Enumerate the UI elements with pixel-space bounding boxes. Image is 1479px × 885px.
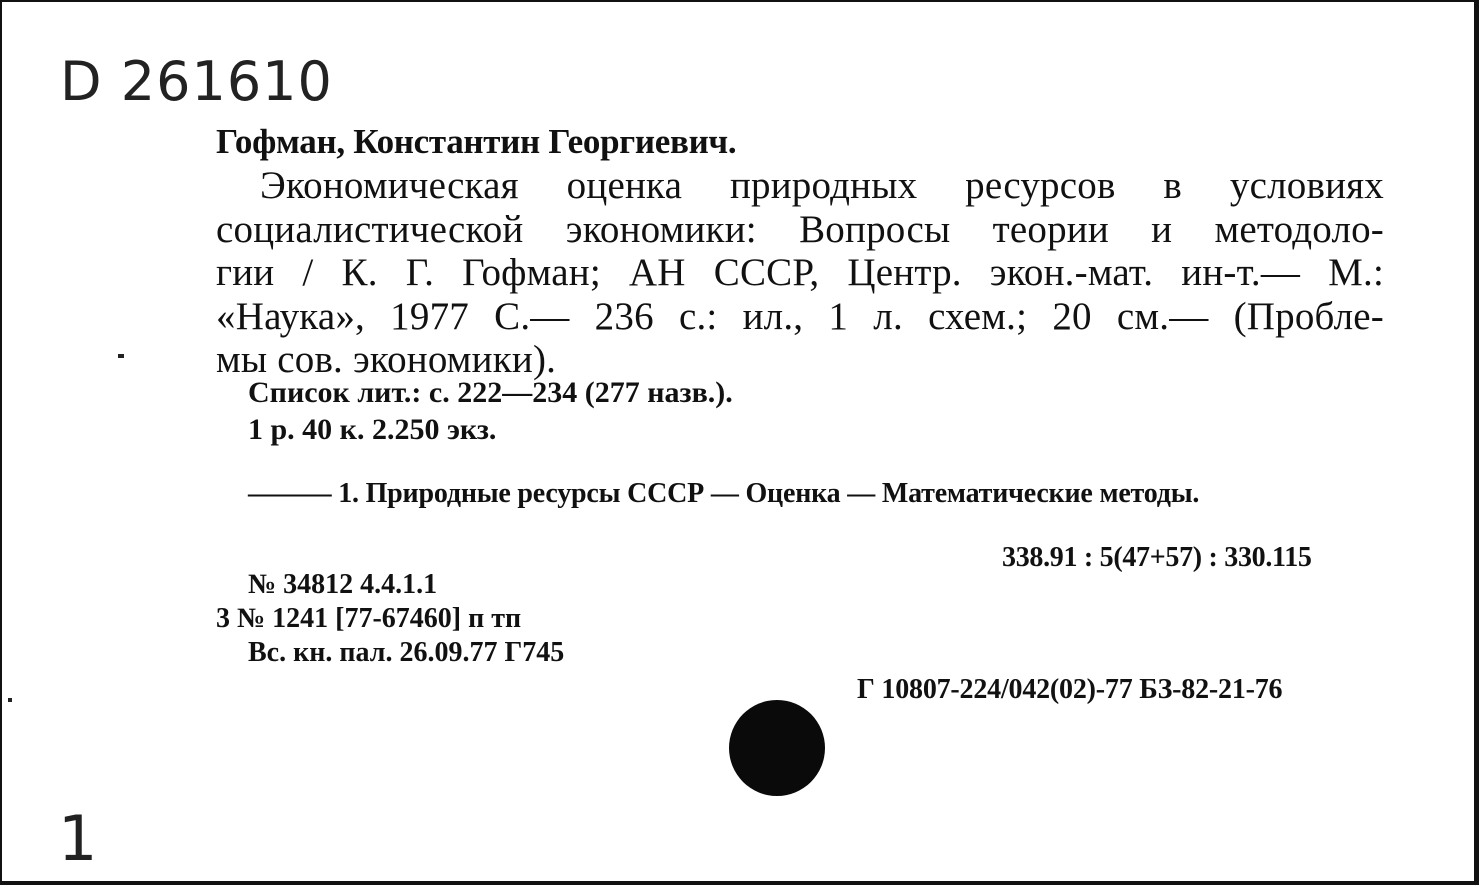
description-line: гии / К. Г. Гофман; АН СССР, Центр. экон.-мат. ин-т.— М.: <box>216 251 1384 294</box>
punch-hole <box>729 700 825 796</box>
author-heading: Гофман, Константин Георгиевич. <box>216 122 737 161</box>
description-line: социалистической экономики: Вопросы теории и методоло- <box>216 207 1384 251</box>
notes-block <box>248 374 733 448</box>
bibliography-note: Список лит.: с. 222—234 (277 назв.). <box>248 376 733 409</box>
subject-heading: ——— 1. Природные ресурсы СССР — Оценка — Математические методы. <box>248 478 1200 509</box>
price-code: Г 10807-224/042(02)-77 БЗ-82-21-76 <box>857 674 1283 705</box>
registration-line: Вс. кн. пал. 26.09.77 Г745 <box>248 637 565 668</box>
description-line: мы сов. экономики). <box>216 338 557 381</box>
stray-mark <box>118 354 124 358</box>
description-line: Экономическая оценка природных ресурсов в условиях <box>260 164 1384 207</box>
registration-block <box>216 568 564 670</box>
udc-classification: 338.91 : 5(47+57) : 330.115 <box>1002 542 1312 573</box>
bibliographic-description <box>216 164 1384 382</box>
registration-line: 3 № 1241 [77-67460] п тп <box>216 603 522 634</box>
handwritten-card-id: D 261610 <box>60 50 333 113</box>
description-line: «Наука», 1977 С.— 236 с.: ил., 1 л. схем.; 20 см.— (Пробле- <box>216 294 1384 338</box>
price-note: 1 р. 40 к. 2.250 экз. <box>248 413 497 446</box>
stray-mark <box>8 698 12 702</box>
registration-line: № 34812 4.4.1.1 <box>248 569 438 600</box>
handwritten-corner-mark: 1 <box>58 802 98 875</box>
